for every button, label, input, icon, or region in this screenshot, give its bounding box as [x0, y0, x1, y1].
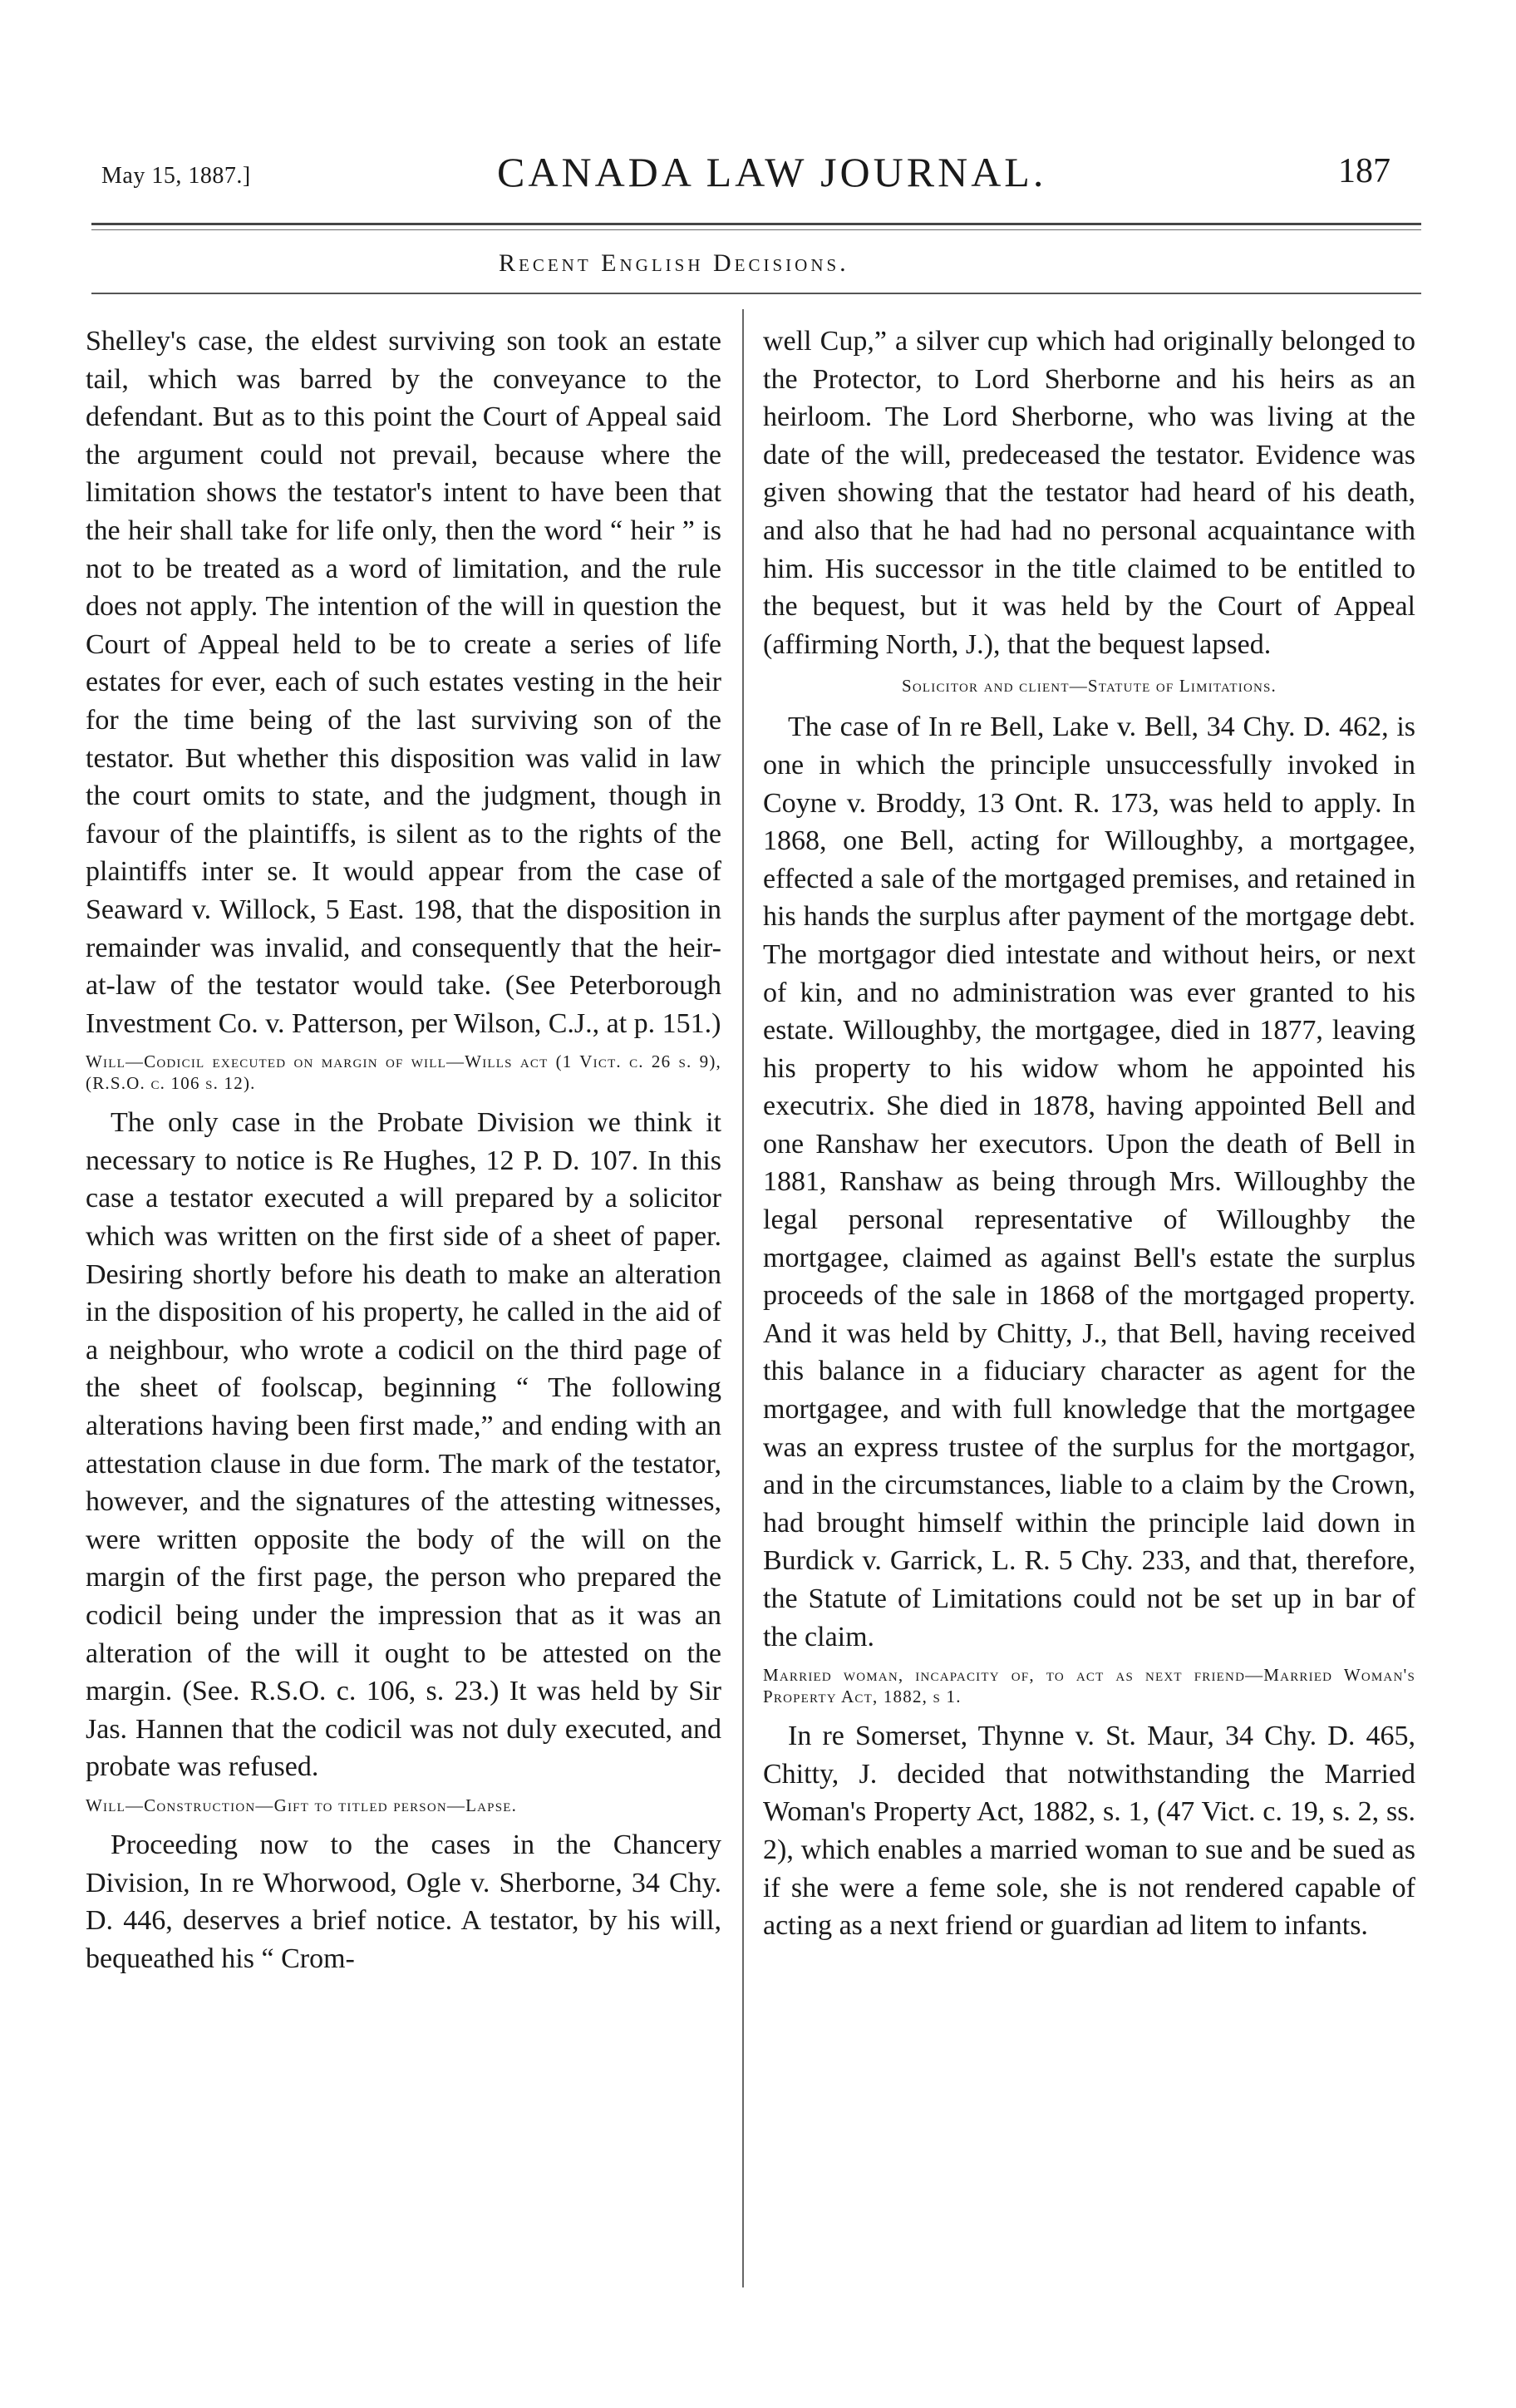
right-column [763, 323, 1415, 1945]
paragraph: The only case in the Probate Division we think it necessary to notice is Re Hughes, 12 P. D. 107. In this case a testator executed a will prepared by a solicitor which was written on the first side of a sheet of paper. Desiring shortly before his death to make an alteration in the disposition of his property, he called in the aid of a neighbour, who wrote a codicil on the third page of the sheet of foolscap, beginning “ The following alterations having been first made,” and ending with an attestation clause in due form. The mark of the testator, however, and the signatures of the attesting witnesses, were written opposite the body of the will on the margin of the first page, the person who prepared the codicil being under the impression that as it was an alteration of the will it ought to be attested on the margin. (See. R.S.O. c. 106, s. 23.) It was held by Sir Jas. Hannen that the codicil was not duly executed, and probate was refused. [86, 1107, 721, 1783]
header-rule-thin [91, 229, 1421, 230]
journal-title: CANADA LAW JOURNAL. [497, 149, 1047, 195]
case-heading: Solicitor and client—Statute of Limitations. [901, 676, 1277, 697]
paragraph: Shelley's case, the eldest surviving son took an estate tail, which was barred by the conveyance to the defendant. But as to this point the Court of Appeal said the argument could not prevail, because where the limitation shows the testator's intent to have been that the heir shall take for life only, then the word “ heir ” is not to be treated as a word of limitation, and the rule does not apply. The intention of the will in question the Court of Appeal held to be to create a series of life estates for ever, each of such estates vesting in the heir for the time being of the last surviving son of the testator. But whether this disposition was valid in law the court omits to state, and the judgment, though in favour of the plaintiffs, is silent as to the rights of the plaintiffs inter se. It would appear from the case of Seaward v. Willock, 5 East. 198, that the disposition in remainder was invalid, and consequently that the heir-at-law of the testator would take. (See Peterborough Investment Co. v. Patterson, per Wilson, C.J., at p. 151.) [86, 326, 721, 1039]
case-heading: Married woman, incapacity of, to act as next friend—Married Woman's Property Act, 1882, s 1. [763, 1665, 1415, 1707]
left-column [86, 323, 721, 1977]
paragraph: well Cup,” a silver cup which had originally belonged to the Protector, to Lord Sherborne and his heirs as an heirloom. The Lord Sherborne, who was living at the date of the will, predeceased the testator. Evidence was given showing that the testator had heard of his death, and also that he had had no personal acquaintance with him. His successor in the title claimed to be entitled to the bequest, but it was held by the Court of Appeal (affirming North, J.), that the bequest lapsed. [763, 326, 1415, 660]
page-number: 187 [1338, 152, 1390, 190]
section-rule [91, 293, 1421, 294]
case-heading: Will—Construction—Gift to titled person—Lapse. [86, 1795, 518, 1815]
paragraph: In re Somerset, Thynne v. St. Maur, 34 Chy. D. 465, Chitty, J. decided that notwithstanding the Married Woman's Property Act, 1882, s. 1, (47 Vict. c. 19, s. 2, ss. 2), which enables a married woman to sue and be sued as if she were a feme sole, she is not rendered capable of acting as a next friend or guardian ad litem to infants. [763, 1721, 1415, 1942]
paragraph: The case of In re Bell, Lake v. Bell, 34 Chy. D. 462, is one in which the principle unsuccessfully invoked in Coyne v. Broddy, 13 Ont. R. 173, was held to apply. In 1868, one Bell, acting for Willoughby, a mortgagee, effected a sale of the mortgaged premises, and retained in his hands the surplus after payment of the mortgage debt. The mortgagor died intestate and without heirs, or next of kin, and no administration was ever granted to his estate. Willoughby, the mortgagee, died in 1877, leaving his property to his widow whom he appointed his executrix. She died in 1878, having appointed Bell and one Ranshaw her executors. Upon the death of Bell in 1881, Ranshaw as being through Mrs. Willoughby the legal personal representative of Willoughby the mortgagee, claimed as against Bell's estate the surplus proceeds of the sale in 1868 of the mortgaged property. And it was held by Chitty, J., that Bell, having received this balance in a fiduciary character as agent for the mortgagee, and with full knowledge that the mortgagee was an express trustee of the surplus for the mortgagor, and in the circumstances, liable to a claim by the Crown, had brought himself within the principle laid down in Burdick v. Garrick, L. R. 5 Chy. 233, and that, therefore, the Statute of Limitations could not be set up in bar of the claim. [763, 712, 1415, 1652]
section-heading: Recent English Decisions. [499, 249, 849, 277]
header-rule-thick [91, 223, 1421, 225]
column-divider [742, 309, 744, 2287]
paragraph: Proceeding now to the cases in the Chancery Division, In re Whorwood, Ogle v. Sherborne, 34 Chy. D. 446, deserves a brief notice. A testator, by his will, bequeathed his “ Crom- [86, 1829, 721, 1974]
issue-date: May 15, 1887.] [101, 163, 251, 189]
case-heading: Will—Codicil executed on margin of will—Wills act (1 Vict. c. 26 s. 9), (R.S.O. c. 106 s. 12). [86, 1051, 721, 1094]
